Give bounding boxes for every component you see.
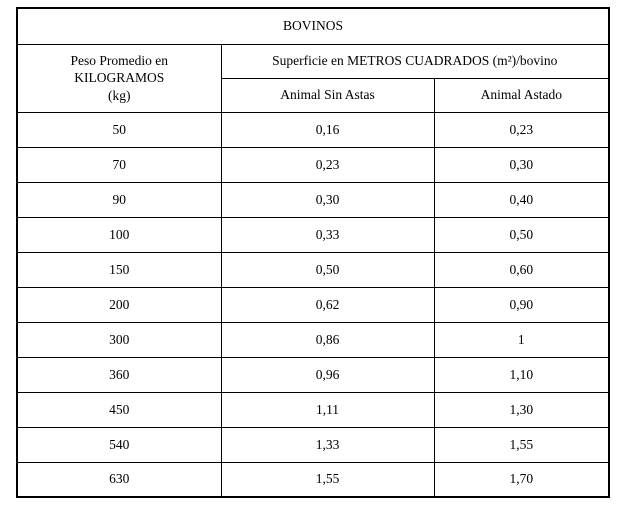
- cell-astado: 0,60: [434, 252, 609, 287]
- cell-peso: 100: [17, 217, 221, 252]
- cell-peso: 50: [17, 112, 221, 147]
- table-row: [17, 112, 609, 147]
- peso-header-line-3: (kg): [108, 87, 131, 103]
- table-row: [17, 322, 609, 357]
- col-header-astado: Animal Astado: [434, 78, 609, 112]
- cell-astado: 1,30: [434, 392, 609, 427]
- cell-astado: 1,10: [434, 357, 609, 392]
- cell-peso: 90: [17, 182, 221, 217]
- col-header-peso: [17, 44, 221, 112]
- cell-peso: 70: [17, 147, 221, 182]
- col-header-sin-astas: Animal Sin Astas: [221, 78, 434, 112]
- header-row-group: [17, 44, 609, 78]
- cell-astado: 0,90: [434, 287, 609, 322]
- cell-astado: 1,55: [434, 427, 609, 462]
- peso-header-line-2: KILOGRAMOS: [74, 70, 165, 86]
- cell-peso: 150: [17, 252, 221, 287]
- cell-sin-astas: 0,96: [221, 357, 434, 392]
- cell-sin-astas: 0,50: [221, 252, 434, 287]
- cell-peso: 540: [17, 427, 221, 462]
- cell-astado: 0,23: [434, 112, 609, 147]
- table-row: [17, 182, 609, 217]
- cell-sin-astas: 0,16: [221, 112, 434, 147]
- cell-sin-astas: 0,86: [221, 322, 434, 357]
- table-title: BOVINOS: [17, 8, 609, 44]
- table-row: [17, 392, 609, 427]
- cell-peso: 300: [17, 322, 221, 357]
- cell-sin-astas: 1,33: [221, 427, 434, 462]
- table-row: [17, 427, 609, 462]
- table-row: [17, 217, 609, 252]
- cell-sin-astas: 0,23: [221, 147, 434, 182]
- cell-sin-astas: 1,55: [221, 462, 434, 497]
- col-header-superficie: Superficie en METROS CUADRADOS (m²)/bovino: [221, 44, 609, 78]
- cell-sin-astas: 0,62: [221, 287, 434, 322]
- title-row: [17, 8, 609, 44]
- cell-astado: 0,30: [434, 147, 609, 182]
- table-row: [17, 252, 609, 287]
- cell-astado: 1,70: [434, 462, 609, 497]
- table-row: [17, 147, 609, 182]
- cell-astado: 1: [434, 322, 609, 357]
- cell-peso: 360: [17, 357, 221, 392]
- cell-astado: 0,50: [434, 217, 609, 252]
- cell-sin-astas: 0,30: [221, 182, 434, 217]
- table-row: [17, 462, 609, 497]
- peso-header-line-1: Peso Promedio en: [70, 52, 168, 68]
- bovinos-table: [16, 7, 610, 498]
- cell-peso: 450: [17, 392, 221, 427]
- table-row: [17, 357, 609, 392]
- cell-peso: 200: [17, 287, 221, 322]
- cell-sin-astas: 1,11: [221, 392, 434, 427]
- table-row: [17, 287, 609, 322]
- cell-astado: 0,40: [434, 182, 609, 217]
- cell-peso: 630: [17, 462, 221, 497]
- cell-sin-astas: 0,33: [221, 217, 434, 252]
